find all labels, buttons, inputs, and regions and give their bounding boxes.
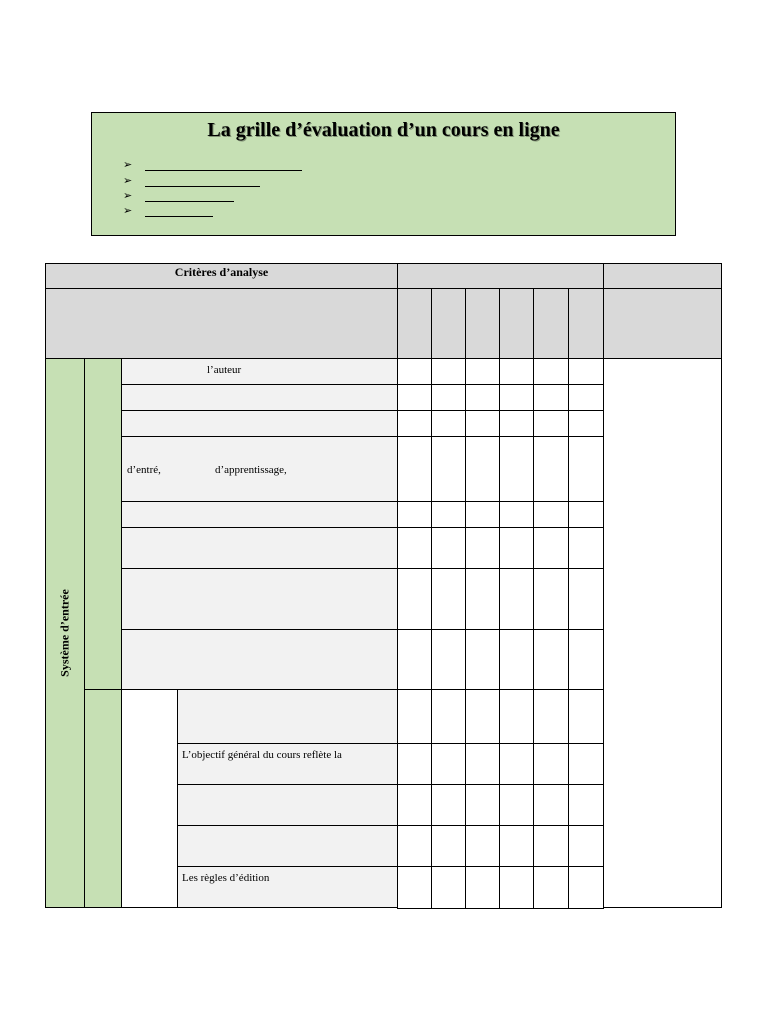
criterion-text: l’auteur <box>207 364 242 376</box>
rating-cell[interactable] <box>465 436 500 502</box>
remarks-body-cell <box>603 358 722 908</box>
criteria-header-label: Critères d’analyse <box>174 265 269 279</box>
criterion-cell <box>121 384 398 411</box>
criterion-cell <box>121 436 398 502</box>
rating-cell[interactable] <box>499 410 534 437</box>
rating-column-header <box>465 288 500 359</box>
rating-cell[interactable] <box>465 629 500 690</box>
arrow-bullet-icon: ➢ <box>123 159 133 171</box>
rating-cell[interactable] <box>499 568 534 630</box>
rating-cell[interactable] <box>431 501 466 528</box>
arrow-bullet-icon: ➢ <box>123 205 133 217</box>
rating-cell[interactable] <box>568 436 604 502</box>
section-cell <box>45 358 85 908</box>
criterion-text: L’objectif général du cours reflète la <box>182 749 342 761</box>
subsection-cell <box>84 358 122 690</box>
rating-cell[interactable] <box>465 501 500 528</box>
criterion-cell <box>177 689 398 744</box>
rating-cell[interactable] <box>533 825 569 867</box>
rating-cell[interactable] <box>465 384 500 411</box>
criterion-cell <box>177 743 398 785</box>
rating-column-header <box>568 288 604 359</box>
rating-cell[interactable] <box>533 866 569 909</box>
rating-cell[interactable] <box>568 384 604 411</box>
rating-cell[interactable] <box>397 358 432 385</box>
rating-cell[interactable] <box>431 358 466 385</box>
rating-cell[interactable] <box>465 527 500 569</box>
rating-cell[interactable] <box>533 568 569 630</box>
rating-cell[interactable] <box>431 410 466 437</box>
criterion-text: Les règles d’édition <box>182 872 270 884</box>
rating-cell[interactable] <box>499 743 534 785</box>
subsection-cell <box>84 689 122 908</box>
subgroup-cell <box>121 689 178 908</box>
rating-cell[interactable] <box>397 410 432 437</box>
blank-line <box>145 201 234 202</box>
rating-cell[interactable] <box>533 410 569 437</box>
rating-cell[interactable] <box>568 410 604 437</box>
rating-cell[interactable] <box>397 743 432 785</box>
criteria-header-cell <box>45 263 398 289</box>
rating-cell[interactable] <box>499 784 534 826</box>
remarks-subheader-cell <box>603 288 722 359</box>
rating-cell[interactable] <box>499 384 534 411</box>
rating-cell[interactable] <box>568 825 604 867</box>
rating-cell[interactable] <box>499 825 534 867</box>
rating-cell[interactable] <box>397 689 432 744</box>
rating-cell[interactable] <box>533 501 569 528</box>
page-title: La grille d’évaluation d’un cours en ligne <box>207 119 560 141</box>
subheader-left-cell <box>45 288 398 359</box>
rating-cell[interactable] <box>499 527 534 569</box>
rating-cell[interactable] <box>431 629 466 690</box>
criterion-cell <box>121 568 398 630</box>
rating-cell[interactable] <box>533 436 569 502</box>
rating-cell[interactable] <box>397 866 432 909</box>
rating-cell[interactable] <box>499 436 534 502</box>
rating-cell[interactable] <box>465 784 500 826</box>
blank-line <box>145 216 213 217</box>
rating-header-cell <box>397 263 604 289</box>
rating-cell[interactable] <box>431 689 466 744</box>
rating-cell[interactable] <box>533 629 569 690</box>
rating-cell[interactable] <box>431 743 466 785</box>
rating-cell[interactable] <box>499 501 534 528</box>
rating-cell[interactable] <box>397 501 432 528</box>
criterion-cell <box>177 784 398 826</box>
remarks-header-cell <box>603 263 722 289</box>
rating-cell[interactable] <box>431 527 466 569</box>
rating-cell[interactable] <box>568 689 604 744</box>
rating-cell[interactable] <box>465 866 500 909</box>
rating-cell[interactable] <box>465 358 500 385</box>
rating-cell[interactable] <box>499 358 534 385</box>
rating-column-header <box>533 288 569 359</box>
rating-cell[interactable] <box>431 825 466 867</box>
rating-cell[interactable] <box>397 527 432 569</box>
blank-line <box>145 170 302 171</box>
blank-line <box>145 186 260 187</box>
header-box <box>91 112 676 236</box>
rating-cell[interactable] <box>568 358 604 385</box>
rating-cell[interactable] <box>465 689 500 744</box>
rating-cell[interactable] <box>568 527 604 569</box>
rating-cell[interactable] <box>431 784 466 826</box>
criterion-text: d’apprentissage, <box>215 464 287 476</box>
rating-cell[interactable] <box>431 866 466 909</box>
rating-cell[interactable] <box>568 568 604 630</box>
criterion-text: d’entré, <box>127 464 161 476</box>
rating-cell[interactable] <box>533 384 569 411</box>
rating-cell[interactable] <box>568 866 604 909</box>
rating-cell[interactable] <box>533 527 569 569</box>
rating-cell[interactable] <box>431 436 466 502</box>
rating-cell[interactable] <box>397 784 432 826</box>
rating-cell[interactable] <box>499 866 534 909</box>
criterion-cell <box>121 358 398 385</box>
rating-cell[interactable] <box>397 568 432 630</box>
rating-cell[interactable] <box>465 410 500 437</box>
rating-column-header <box>499 288 534 359</box>
criterion-cell <box>177 866 398 908</box>
rating-cell[interactable] <box>568 629 604 690</box>
rating-cell[interactable] <box>568 784 604 826</box>
criterion-cell <box>121 629 398 690</box>
rating-cell[interactable] <box>465 825 500 867</box>
rating-cell[interactable] <box>568 743 604 785</box>
rating-cell[interactable] <box>499 689 534 744</box>
rating-cell[interactable] <box>397 384 432 411</box>
rating-cell[interactable] <box>431 568 466 630</box>
criterion-cell <box>121 527 398 569</box>
rating-cell[interactable] <box>533 358 569 385</box>
rating-cell[interactable] <box>431 384 466 411</box>
rating-cell[interactable] <box>397 436 432 502</box>
criterion-cell <box>121 501 398 528</box>
rating-column-header <box>397 288 432 359</box>
rating-cell[interactable] <box>465 743 500 785</box>
rating-cell[interactable] <box>499 629 534 690</box>
rating-cell[interactable] <box>397 629 432 690</box>
rating-column-header <box>431 288 466 359</box>
rating-cell[interactable] <box>465 568 500 630</box>
rating-cell[interactable] <box>533 784 569 826</box>
arrow-bullet-icon: ➢ <box>123 175 133 187</box>
criterion-cell <box>177 825 398 867</box>
rating-cell[interactable] <box>533 743 569 785</box>
rating-cell[interactable] <box>397 825 432 867</box>
criterion-cell <box>121 410 398 437</box>
rating-cell[interactable] <box>568 501 604 528</box>
section-label: Système d’entrée <box>57 589 72 677</box>
arrow-bullet-icon: ➢ <box>123 190 133 202</box>
rating-cell[interactable] <box>533 689 569 744</box>
